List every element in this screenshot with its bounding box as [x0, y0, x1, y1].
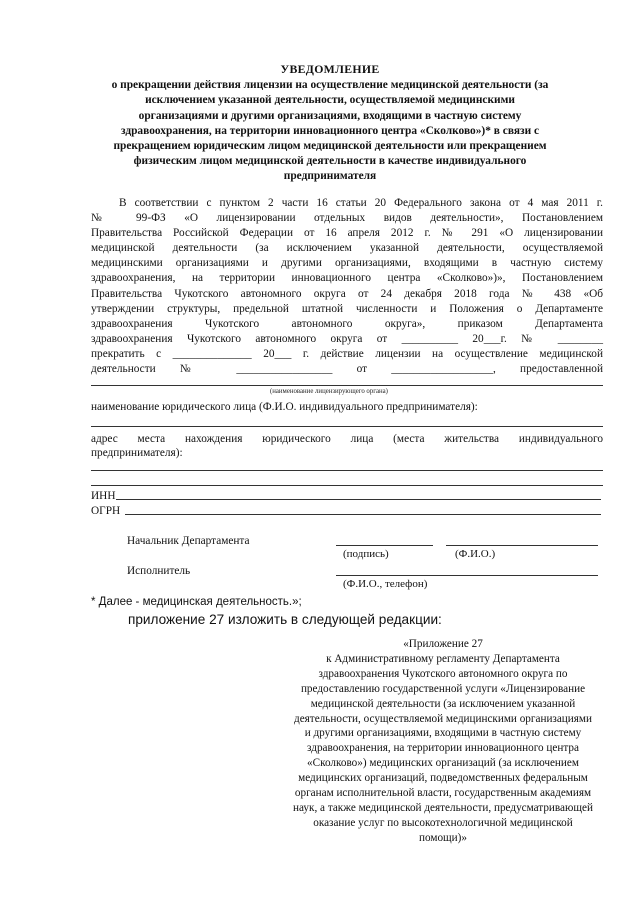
appendix-line: и другими организациями, входящими в частную систему: [304, 727, 582, 740]
instruction-text: приложение 27 изложить в следующей редакции:: [128, 612, 442, 627]
signature-caption: (подпись): [343, 548, 389, 560]
appendix-line: «Приложение 27: [403, 638, 483, 650]
head-of-department-label: Начальник Департамента: [127, 535, 250, 547]
legal-entity-field[interactable]: [91, 426, 603, 427]
appendix-line: «Сколково») медицинских организаций (за исключением: [307, 757, 579, 770]
appendix-line: к Административному регламенту Департамента: [326, 652, 560, 665]
appendix-header: [248, 637, 638, 846]
address-field-1[interactable]: [91, 470, 603, 471]
address-field-2[interactable]: [91, 485, 603, 486]
notice-subtitle-line: прекращением юридическим лицом медицинской деятельности или прекращением: [113, 140, 547, 153]
body-line: В соответствии с пунктом 2 части 16 статьи 20 Федерального закона от 4 мая 2011 г.: [119, 197, 603, 209]
body-line: Правительства Чукотского автономного округа от 24 декабря 2018 года № 438 «Об: [91, 287, 603, 300]
body-line: медицинской деятельности (за исключением указанной деятельности, осуществляемой: [91, 242, 603, 255]
appendix-line: предоставлению государственной услуги «Лицензирование: [300, 682, 586, 695]
appendix-line: здравоохранения Чукотского автономного округа по: [318, 667, 568, 680]
body-line: деятельности № _________________ от __________________, предоставленной: [91, 363, 603, 376]
body-line: утверждении структуры, предельной штатной численности и Положения о Департаменте: [91, 302, 603, 315]
notice-subtitle-line: о прекращении действия лицензии на осуществление медицинской деятельности (за: [111, 79, 549, 92]
notice-subtitle-line: исключением указанной деятельности, осуществляемой медицинскими: [145, 94, 515, 107]
notice-subtitle-line: здравоохранения, на территории инновационного центра «Сколково»)* в связи с: [120, 124, 540, 137]
inn-field[interactable]: [116, 499, 601, 500]
body-line: здравоохранения Чукотского автономного округа от __________ 20___г. № ________: [91, 332, 603, 345]
ogrn-field[interactable]: [125, 514, 601, 515]
appendix-line: медицинских организаций, подведомственных федеральным: [298, 772, 588, 785]
notice-title: УВЕДОМЛЕНИЕ: [280, 62, 380, 76]
appendix-line: помощи)»: [419, 831, 467, 844]
body-line: № 99-ФЗ «О лицензировании отдельных видов деятельности», Постановлением: [91, 212, 603, 225]
body-line: здравоохранения Чукотского автономного округа», приказом Департамента: [91, 317, 603, 330]
licensing-body-caption: (наименование лицензирующего органа): [270, 388, 388, 395]
head-fio-field[interactable]: [446, 545, 598, 546]
inn-label: ИНН: [91, 490, 116, 502]
notice-subtitle-line: организациями и другими организациями, входящими в частную систему: [138, 109, 522, 122]
footnote: * Далее - медицинская деятельность.»;: [91, 596, 302, 608]
ogrn-label: ОГРН: [91, 505, 121, 517]
appendix-line: здравоохранения, на территории инновационного центра: [307, 742, 579, 755]
fio-caption: (Ф.И.О.): [455, 548, 496, 560]
address-label-cont: предпринимателя):: [91, 447, 183, 459]
notice-body: [91, 196, 603, 377]
executor-field[interactable]: [336, 575, 598, 576]
legal-entity-label: наименование юридического лица (Ф.И.О. индивидуального предпринимателя):: [91, 401, 478, 413]
executor-label: Исполнитель: [127, 565, 191, 577]
notice-subtitle-line: предпринимателя: [283, 170, 377, 183]
appendix-line: медицинской деятельности (за исключением указанной: [310, 697, 576, 710]
licensing-body-field[interactable]: [91, 385, 603, 386]
body-line: Правительства Российской Федерации от 16 апреля 2012 г. № 291 «О лицензировании: [91, 227, 603, 240]
appendix-line: наук, а также медицинской деятельности, предусматривающей: [293, 801, 593, 814]
body-line: здравоохранения, на территории инновационного центра «Сколково»)», Постановлением: [91, 272, 603, 285]
address-label: адрес места нахождения юридического лица (места жительства индивидуального: [91, 433, 603, 445]
executor-caption: (Ф.И.О., телефон): [343, 578, 428, 590]
body-line: прекратить с ______________ 20___ г. действие лицензии на осуществление медицинской: [91, 347, 603, 360]
appendix-line: органам исполнительной власти, государственным академиям: [294, 787, 592, 800]
appendix-line: оказание услуг по высокотехнологичной медицинской: [313, 816, 573, 829]
signature-field[interactable]: [336, 545, 433, 546]
appendix-line: деятельности, осуществляемой медицинскими организациями: [294, 712, 592, 725]
notice-subtitle-line: физическим лицом медицинской деятельности в качестве индивидуального: [133, 155, 527, 168]
body-line: медицинскими организациями и другими организациями, входящими в частную систему: [91, 257, 603, 270]
notice-title-block: [80, 62, 580, 185]
